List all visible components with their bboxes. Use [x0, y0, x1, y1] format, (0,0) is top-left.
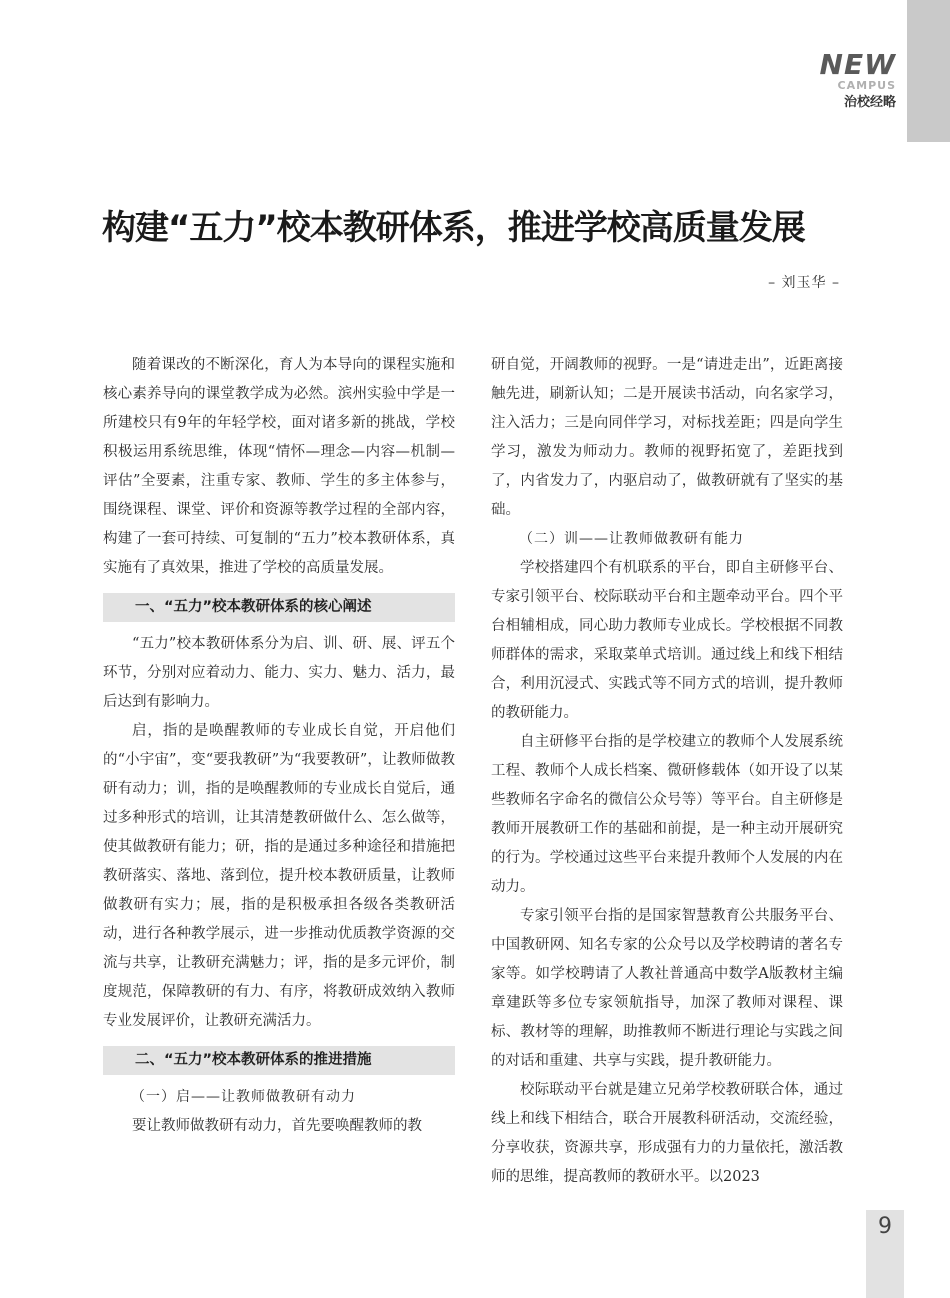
brand-campus: CAMPUS: [837, 79, 896, 92]
right-column: [491, 351, 843, 1192]
magazine-brand: [820, 50, 896, 112]
sub2-paragraph-2: 自主研修平台指的是学校建立的教师个人发展系统工程、教师个人成长档案、微研修载体（如开设了以某些教师名字命名的微信公众号等）等平台。自主研修是教师开展教研工作的基础和前提，是一种主动开展研究的行为。学校通过这些平台来提升教师个人发展的内在动力。: [491, 734, 843, 895]
continued-paragraph: 研自觉，开阔教师的视野。一是“请进走出”，近距离接触先进，刷新认知；二是开展读书活动，向名家学习，注入活力；三是向同伴学习，对标找差距；四是向学生学习，激发为师动力。教师的视野拓宽了，差距找到了，内省发力了，内驱启动了，做教研就有了坚实的基础。: [491, 357, 843, 518]
sub2-paragraph-3: 专家引领平台指的是国家智慧教育公共服务平台、中国教研网、知名专家的公众号以及学校聘请的著名专家等。如学校聘请了人教社普通高中数学A版教材主编章建跃等多位专家领航指导，加深了教师对课程、课标、教材等的理解，助推教师不断进行理论与实践之间的对话和重建、共享与实践，提升教研能力。: [491, 908, 843, 1069]
section-heading-1: 一、“五力”校本教研体系的核心阐述: [103, 593, 455, 622]
subheading-1: （一）启——让教师做教研有动力: [131, 1089, 356, 1105]
page-number: 9: [878, 1214, 892, 1239]
article-title: 构建“五力”校本教研体系，推进学校高质量发展: [102, 208, 805, 248]
subheading-2: （二）训——让教师做教研有能力: [519, 531, 744, 547]
section1-paragraph-2: 启，指的是唤醒教师的专业成长自觉，开启他们的“小宇宙”，变“要我教研”为“我要教研”，让教师做教研有动力；训，指的是唤醒教师的专业成长自觉后，通过多种形式的培训，让其清楚教研做什么、怎么做等，使其做教研有能力；研，指的是通过多种途径和措施把教研落实、落地、落到位，提升校本教研质量，让教师做教研有实力；展，指的是积极承担各级各类教研活动，进行各种教学展示，进一步推动优质教学资源的交流与共享，让教研充满魅力；评，指的是多元评价，制度规范，保障教研的有力、有序，将教研成效纳入教师专业发展评价，让教研充满活力。: [103, 723, 455, 1029]
brand-new: NEW: [819, 48, 896, 81]
section-heading-2: 二、“五力”校本教研体系的推进措施: [103, 1046, 455, 1075]
article-author: – 刘玉华 –: [768, 275, 840, 291]
column-name: 治校经略: [843, 95, 896, 110]
left-column: [103, 351, 455, 1141]
section1-paragraph-1: “五力”校本教研体系分为启、训、研、展、评五个环节，分别对应着动力、能力、实力、魅力、活力，最后达到有影响力。: [103, 636, 455, 710]
sub2-paragraph-1: 学校搭建四个有机联系的平台，即自主研修平台、专家引领平台、校际联动平台和主题牵动平台。四个平台相辅相成，同心助力教师专业成长。学校根据不同教师群体的需求，采取菜单式培训。通过线上和线下相结合，利用沉浸式、实践式等不同方式的培训，提升教师的教研能力。: [491, 560, 843, 721]
sub2-paragraph-4: 校际联动平台就是建立兄弟学校教研联合体，通过线上和线下相结合，联合开展教科研活动，交流经验，分享收获，资源共享，形成强有力的力量依托，激活教师的思维，提高教师的教研水平。以2023: [491, 1082, 843, 1185]
sub1-paragraph-1: 要让教师做教研有动力，首先要唤醒教师的教: [132, 1118, 422, 1134]
intro-paragraph: 随着课改的不断深化，育人为本导向的课程实施和核心素养导向的课堂教学成为必然。滨州实验中学是一所建校只有9年的年轻学校，面对诸多新的挑战，学校积极运用系统思维，体现“情怀—理念—内容—机制—评估”全要素，注重专家、教师、学生的多主体参与，围绕课程、课堂、评价和资源等教学过程的全部内容，构建了一套可持续、可复制的“五力”校本教研体系，真实施有了真效果，推进了学校的高质量发展。: [103, 357, 455, 576]
corner-tab: [907, 0, 950, 142]
